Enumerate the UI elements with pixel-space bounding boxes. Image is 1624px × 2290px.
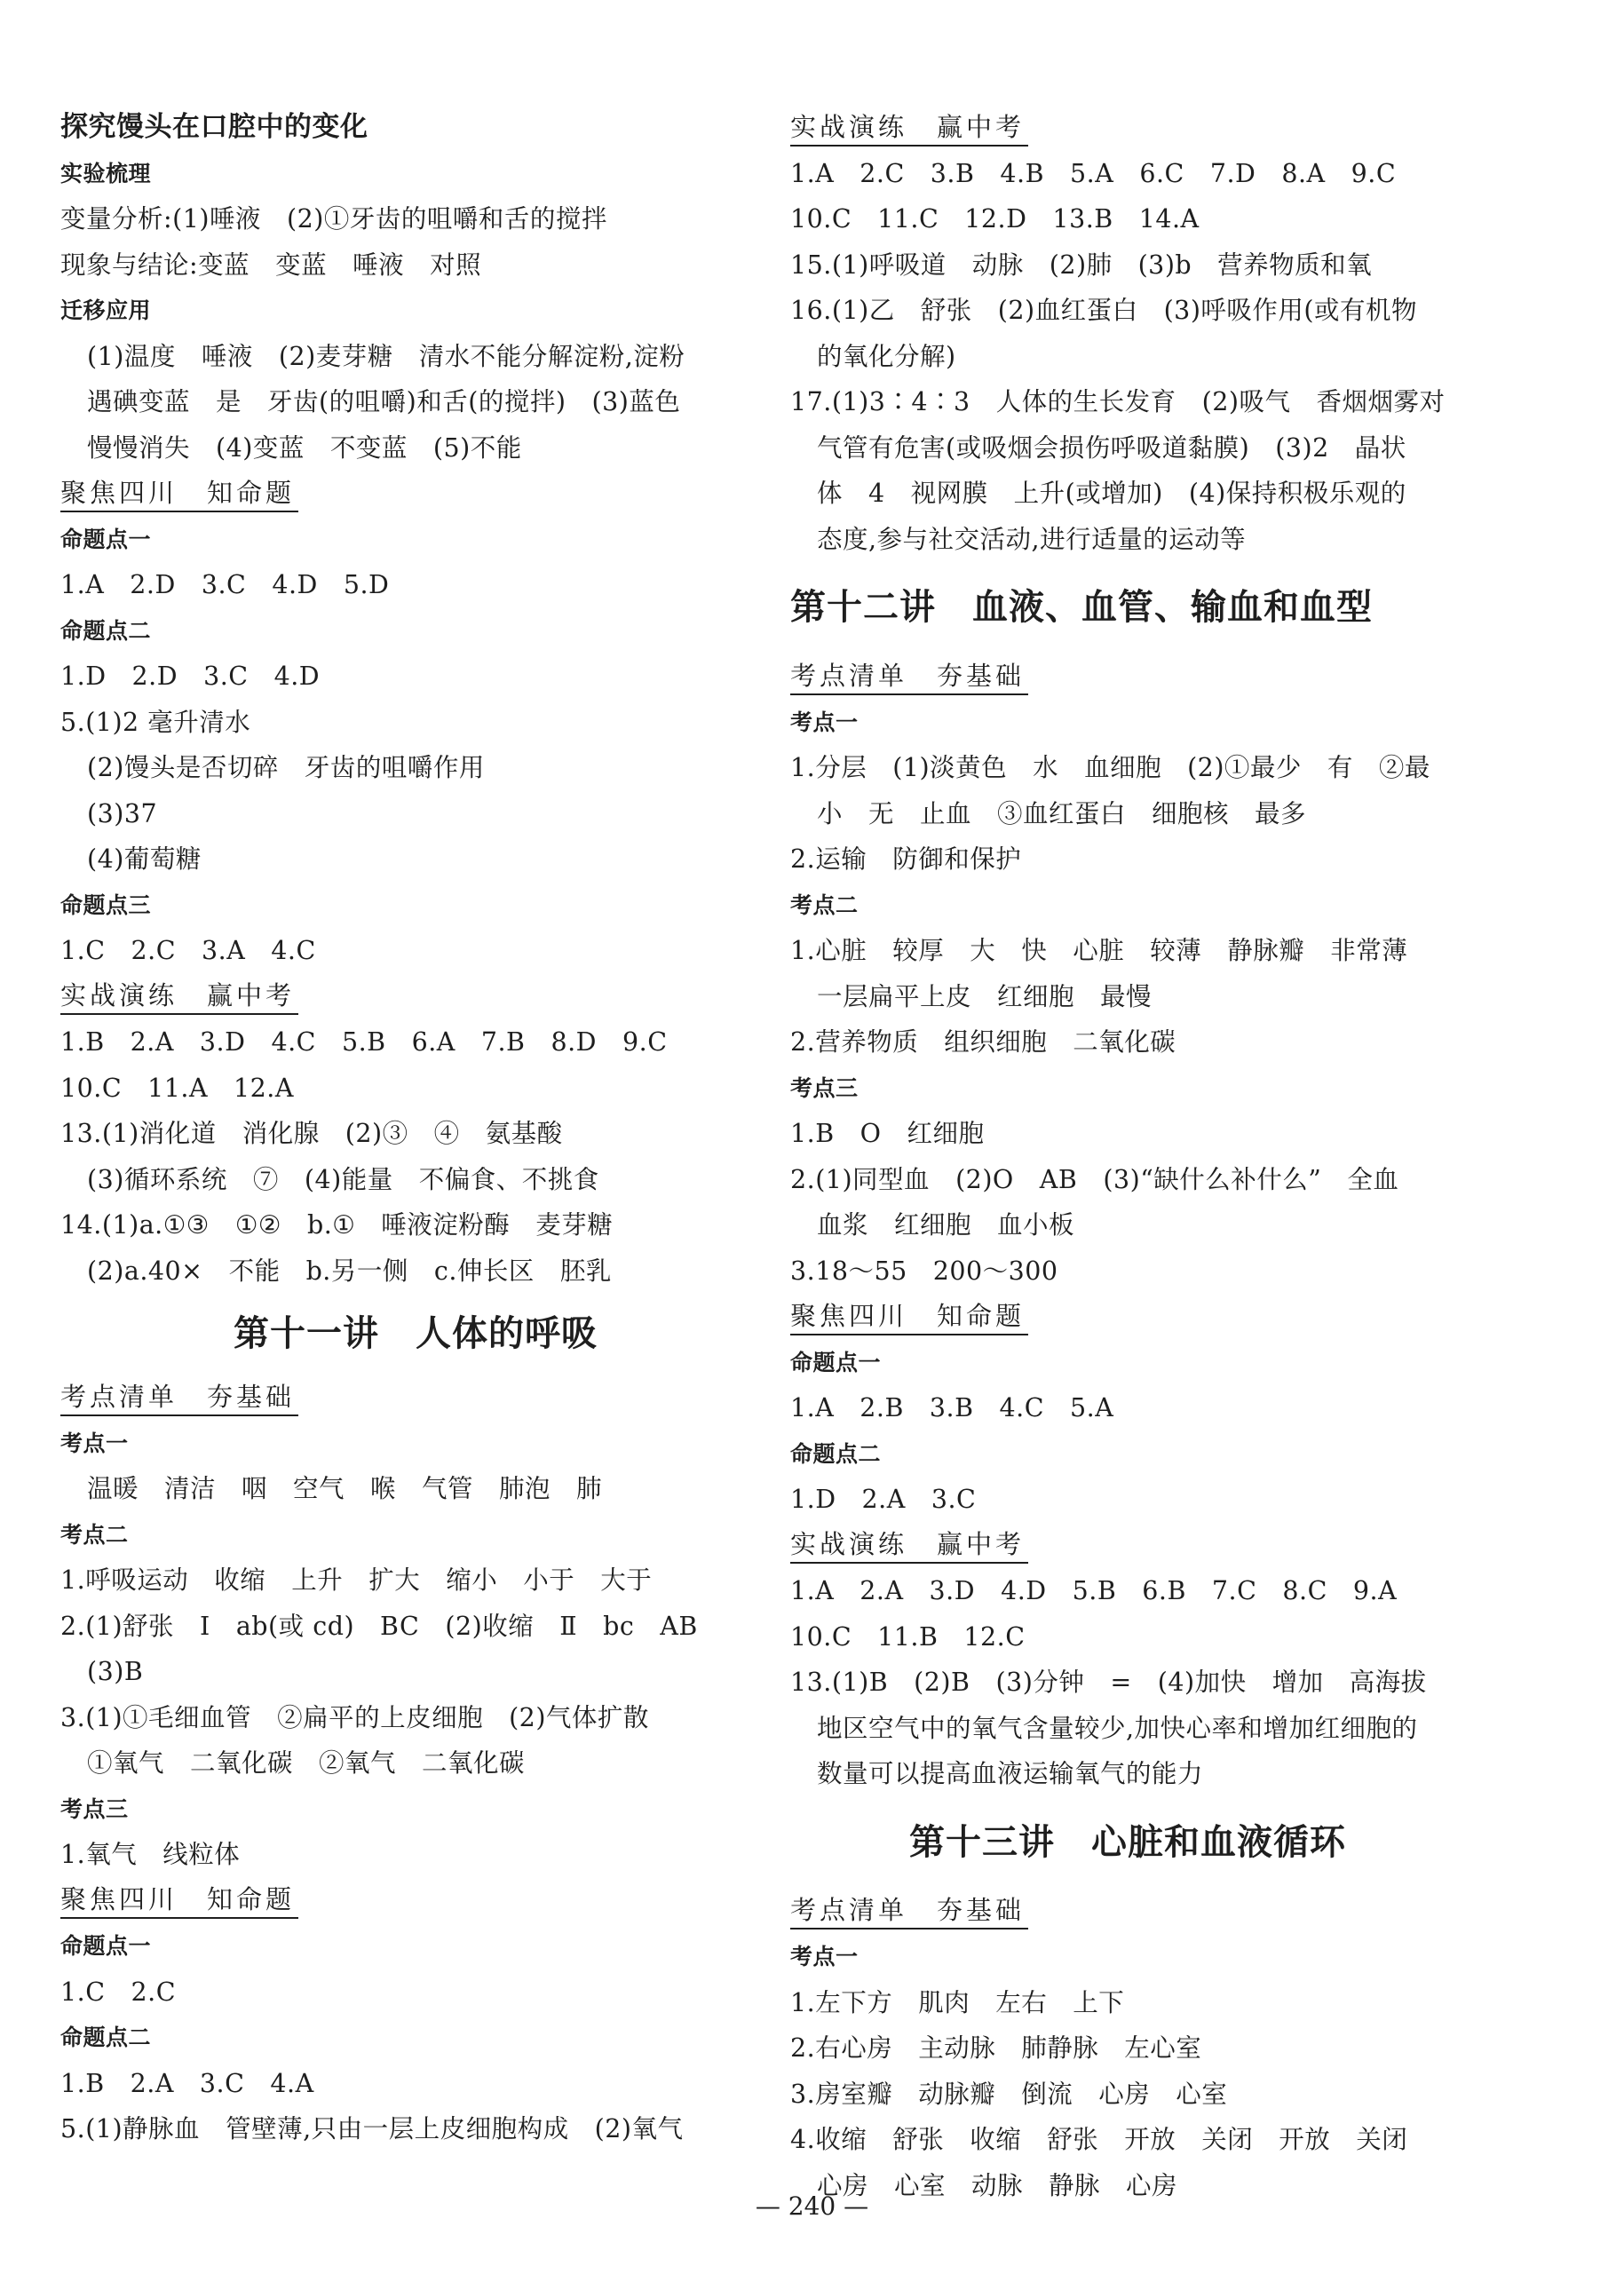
answer-line: 1.呼吸运动 收缩 上升 扩大 缩小 小于 大于 (60, 1565, 653, 1595)
answer-line: 1.左下方 肌肉 左右 上下 (790, 1987, 1125, 2017)
section-header (790, 105, 1465, 151)
left-column (60, 105, 771, 2152)
section-header-label: 考点清单 夯基础 (60, 1379, 298, 1416)
sub-heading: 考点三 (790, 1074, 859, 1101)
answer-line: 气管有危害(或吸烟会损伤呼吸道黏膜) (3)2 晶状 (817, 432, 1406, 463)
sub-heading: 考点一 (790, 709, 859, 735)
answer-line: 一层扁平上皮 红细胞 最慢 (817, 981, 1153, 1011)
sub-heading: 实验梳理 (60, 160, 152, 186)
answer-line: 10.C 11.C 12.D 13.B 14.A (790, 204, 1200, 234)
page-number: — 240 — (755, 2191, 869, 2221)
answer-line: 1.A 2.B 3.B 4.C 5.A (790, 1393, 1114, 1422)
answer-line: (1)温度 唾液 (2)麦芽糖 清水不能分解淀粉,淀粉 (87, 341, 685, 371)
sub-heading: 考点二 (60, 1521, 129, 1548)
answer-line: 3.18～55 200～300 (790, 1256, 1058, 1286)
answer-line: 1.B 2.A 3.C 4.A (60, 2068, 314, 2098)
answer-line: 体 4 视网膜 上升(或增加) (4)保持积极乐观的 (817, 479, 1406, 508)
answer-line: 17.(1)3∶4∶3 人体的生长发育 (2)吸气 香烟烟雾对 (790, 387, 1446, 416)
answer-line: (2)a.40× 不能 b.另一侧 c.伸长区 胚乳 (87, 1256, 612, 1286)
answer-line: 2.运输 防御和保护 (790, 844, 1022, 874)
answer-line: 2.(1)同型血 (2)O AB (3)“缺什么补什么” 全血 (790, 1164, 1399, 1194)
section-header-label: 实战演练 赢中考 (60, 978, 298, 1015)
answer-line: (3)循环系统 ⑦ (4)能量 不偏食、不挑食 (87, 1164, 599, 1194)
sub-heading: 命题点三 (60, 891, 152, 918)
answer-line: 1.B O 红细胞 (790, 1119, 985, 1148)
answer-line: 的氧化分解) (817, 341, 956, 371)
answer-line: 1.A 2.A 3.D 4.D 5.B 6.B 7.C 8.C 9.A (790, 1576, 1398, 1605)
answer-line: 变量分析:(1)唾液 (2)①牙齿的咀嚼和舌的搅拌 (60, 204, 607, 234)
answer-line: 1.D 2.A 3.C (790, 1485, 977, 1514)
answer-line: 遇碘变蓝 是 牙齿(的咀嚼)和舌(的搅拌) (3)蓝色 (87, 387, 681, 416)
section-header (790, 1523, 1465, 1569)
answer-line: 数量可以提高血液运输氧气的能力 (817, 1759, 1204, 1788)
answer-line: 心房 心室 动脉 静脉 心房 (817, 2170, 1178, 2200)
section-header (60, 1375, 771, 1421)
section-header (60, 974, 771, 1020)
answer-line: 10.C 11.B 12.C (790, 1621, 1026, 1652)
sub-heading: 命题点一 (60, 526, 152, 552)
answer-line: 15.(1)呼吸道 动脉 (2)肺 (3)b 营养物质和氧 (790, 250, 1373, 280)
answer-line: (3)B (87, 1657, 144, 1686)
answer-line: 2.(1)舒张 Ⅰ ab(或 cd) BC (2)收缩 Ⅱ bc AB (60, 1611, 698, 1641)
answer-line: 4.收缩 舒张 收缩 舒张 开放 关闭 开放 关闭 (790, 2125, 1408, 2154)
section-header-label: 考点清单 夯基础 (790, 1892, 1028, 1929)
answer-line: 1.C 2.C (60, 1977, 176, 2007)
sub-heading: 考点二 (790, 891, 859, 918)
section-header-label: 实战演练 赢中考 (790, 109, 1028, 147)
answer-line: 慢慢消失 (4)变蓝 不变蓝 (5)不能 (87, 432, 522, 463)
sub-heading: 命题点二 (60, 617, 152, 644)
chapter-title: 第十三讲 心脏和血液循环 (909, 1821, 1346, 1863)
sub-heading: 考点一 (790, 1944, 859, 1969)
section-header-label: 考点清单 夯基础 (790, 658, 1028, 695)
answer-line: 1.B 2.A 3.D 4.C 5.B 6.A 7.B 8.D 9.C (60, 1027, 668, 1057)
sub-heading: 考点三 (60, 1795, 129, 1822)
section-header (60, 1878, 771, 1924)
answer-line: 10.C 11.A 12.A (60, 1073, 294, 1103)
answer-line: 3.(1)①毛细血管 ②扁平的上皮细胞 (2)气体扩散 (60, 1702, 649, 1732)
answer-line: (2)馒头是否切碎 牙齿的咀嚼作用 (87, 753, 485, 782)
answer-line: 血浆 红细胞 血小板 (817, 1210, 1075, 1240)
right-column (790, 105, 1465, 2208)
section-header-label: 聚焦四川 知命题 (60, 1882, 298, 1919)
answer-line: 16.(1)乙 舒张 (2)血红蛋白 (3)呼吸作用(或有机物 (790, 296, 1418, 325)
sub-heading: 命题点一 (790, 1349, 882, 1375)
answer-line: 3.房室瓣 动脉瓣 倒流 心房 心室 (790, 2079, 1228, 2109)
answer-line: 1.A 2.D 3.C 4.D 5.D (60, 570, 390, 599)
section-header-label: 聚焦四川 知命题 (60, 475, 298, 512)
section-header (790, 1294, 1465, 1340)
chapter-title: 第十一讲 人体的呼吸 (234, 1313, 598, 1354)
answer-line: 13.(1)消化道 消化腺 (2)③ ④ 氨基酸 (60, 1119, 563, 1148)
answer-line: 1.A 2.C 3.B 4.B 5.A 6.C 7.D 8.A 9.C (790, 158, 1397, 188)
section-header (60, 471, 771, 517)
answer-line: 5.(1)静脉血 管壁薄,只由一层上皮细胞构成 (2)氧气 (60, 2114, 684, 2143)
answer-line: 态度,参与社交活动,进行适量的运动等 (817, 524, 1247, 554)
answer-line: 1.C 2.C 3.A 4.C (60, 936, 316, 965)
answer-line: 1.D 2.D 3.C 4.D (60, 662, 321, 691)
section-header-label: 实战演练 赢中考 (790, 1526, 1028, 1564)
answer-line: (3)37 (87, 798, 158, 828)
sub-heading: 考点一 (60, 1430, 129, 1456)
answer-line: 2.营养物质 组织细胞 二氧化碳 (790, 1027, 1176, 1057)
answer-line: 地区空气中的氧气含量较少,加快心率和增加红细胞的 (817, 1713, 1418, 1743)
sub-heading: 迁移应用 (60, 297, 152, 323)
experiment-heading: 探究馒头在口腔中的变化 (60, 111, 368, 143)
answer-line: 13.(1)B (2)B (3)分钟 = (4)加快 增加 高海拔 (790, 1668, 1427, 1697)
answer-line: 1.氧气 线粒体 (60, 1840, 241, 1869)
chapter-title: 第十二讲 血液、血管、输血和血型 (790, 587, 1373, 628)
sub-heading: 命题点一 (60, 1933, 152, 1959)
answer-line: 小 无 止血 ③血红蛋白 细胞核 最多 (817, 798, 1307, 828)
answer-line: ①氧气 二氧化碳 ②氧气 二氧化碳 (87, 1748, 526, 1778)
answer-line: 现象与结论:变蓝 变蓝 唾液 对照 (60, 250, 482, 280)
answer-line: 2.右心房 主动脉 肺静脉 左心室 (790, 2033, 1202, 2063)
sub-heading: 命题点二 (60, 2025, 152, 2050)
answer-line: 温暖 清洁 咽 空气 喉 气管 肺泡 肺 (87, 1474, 603, 1503)
answer-line: 1.分层 (1)淡黄色 水 血细胞 (2)①最少 有 ②最 (790, 753, 1430, 782)
section-header (790, 1889, 1465, 1935)
sub-heading: 命题点二 (790, 1440, 882, 1467)
answer-line: (4)葡萄糖 (87, 844, 202, 874)
answer-line: 1.心脏 较厚 大 快 心脏 较薄 静脉瓣 非常薄 (790, 936, 1408, 965)
section-header-label: 聚焦四川 知命题 (790, 1298, 1028, 1335)
answer-line: 14.(1)a.①③ ①② b.① 唾液淀粉酶 麦芽糖 (60, 1210, 614, 1240)
section-header (790, 654, 1465, 700)
answer-line: 5.(1)2 毫升清水 (60, 707, 251, 737)
